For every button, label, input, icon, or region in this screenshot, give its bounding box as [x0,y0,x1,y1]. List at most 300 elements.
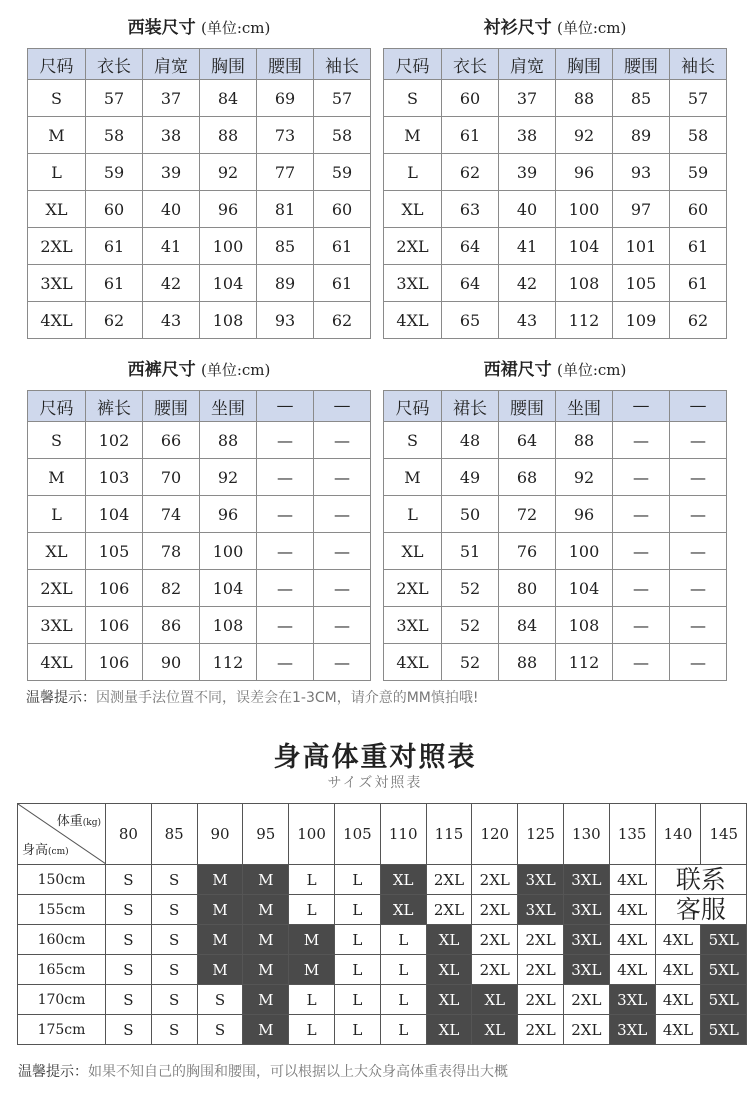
measurement-cell: 37 [499,80,556,117]
size-cell: 2XL [472,895,518,925]
size-label: 4XL [28,644,86,681]
size-cell: S [151,955,197,985]
weight-header: 115 [426,804,472,865]
measurement-cell: 51 [442,533,499,570]
size-label: 3XL [384,265,442,302]
size-cell: S [106,865,152,895]
measurement-cell: 86 [143,607,200,644]
corner-header [18,804,106,865]
measurement-tip [26,687,479,707]
measurement-cell: 104 [556,228,613,265]
size-cell: L [334,1015,380,1045]
column-header: 袖长 [314,49,371,80]
measurement-cell: 41 [143,228,200,265]
measurement-cell: 61 [86,265,143,302]
table-row [384,644,727,681]
table-row [18,895,747,925]
height-label: 165cm [18,955,106,985]
table-row [384,459,727,496]
size-label: XL [384,191,442,228]
size-cell: 3XL [563,895,609,925]
measurement-cell: — [257,533,314,570]
table-row [18,925,747,955]
weight-header: 80 [106,804,152,865]
size-label: L [384,496,442,533]
measurement-cell: 100 [556,191,613,228]
measurement-cell: 61 [86,228,143,265]
measurement-cell: 64 [442,265,499,302]
table-row [384,228,727,265]
measurement-cell: 108 [556,607,613,644]
size-cell: 2XL [518,955,564,985]
size-cell: 4XL [655,955,701,985]
measurement-cell: 39 [143,154,200,191]
measurement-cell: 82 [143,570,200,607]
height-weight-tip [18,1061,508,1081]
size-cell: L [289,895,335,925]
measurement-cell: 108 [200,302,257,339]
measurement-cell: 88 [200,117,257,154]
measurement-cell: 57 [86,80,143,117]
trousers-size-block [27,358,371,681]
size-cell: S [151,985,197,1015]
size-cell: 5XL [701,1015,747,1045]
measurement-cell: 88 [499,644,556,681]
measurement-cell: — [613,644,670,681]
measurement-cell: 59 [314,154,371,191]
measurement-cell: — [314,533,371,570]
measurement-cell: 57 [314,80,371,117]
measurement-cell: 81 [257,191,314,228]
suit-size-title: 西装尺寸 (单位:cm) [127,18,271,38]
measurement-cell: 84 [499,607,556,644]
size-label: 2XL [384,570,442,607]
size-cell: 5XL [701,925,747,955]
measurement-cell: — [613,496,670,533]
size-label: L [28,154,86,191]
table-row [384,570,727,607]
size-cell: M [243,895,289,925]
size-label: XL [28,533,86,570]
size-cell: 4XL [655,925,701,955]
table-row [384,117,727,154]
measurement-cell: 96 [200,191,257,228]
size-cell: 2XL [563,985,609,1015]
measurement-cell: 92 [556,459,613,496]
measurement-cell: 78 [143,533,200,570]
measurement-cell: — [670,533,727,570]
measurement-cell: 92 [556,117,613,154]
table-row [384,154,727,191]
weight-header: 90 [197,804,243,865]
size-label: 2XL [28,228,86,265]
shirt-size-title: 衬衫尺寸 (单位:cm) [483,18,627,38]
measurement-cell: 40 [499,191,556,228]
measurement-cell: 58 [670,117,727,154]
size-cell: XL [380,865,426,895]
measurement-cell: 66 [143,422,200,459]
measurement-cell: — [314,496,371,533]
size-cell: 4XL [609,955,655,985]
table-row [384,191,727,228]
measurement-cell: — [613,570,670,607]
size-cell: 3XL [563,955,609,985]
measurement-cell: 108 [556,265,613,302]
size-cell: 3XL [609,1015,655,1045]
size-cell: 4XL [609,895,655,925]
column-header: — [257,391,314,422]
height-label: 160cm [18,925,106,955]
weight-axis-label: 体重(kg) [56,814,101,829]
size-label: S [28,422,86,459]
measurement-cell: 65 [442,302,499,339]
size-cell: 3XL [563,865,609,895]
column-header: 腰围 [613,49,670,80]
header-row [384,391,727,422]
size-cell: M [197,865,243,895]
measurement-cell: — [613,422,670,459]
weight-header: 95 [243,804,289,865]
tip-text: 如果不知自己的胸围和腰围，可以根据以上大众身高体重表得出大概 [88,1064,508,1080]
measurement-cell: 42 [499,265,556,302]
measurement-cell: 57 [670,80,727,117]
measurement-cell: 100 [200,228,257,265]
measurement-cell: 93 [613,154,670,191]
measurement-cell: 40 [143,191,200,228]
column-header: 坐围 [556,391,613,422]
column-header: 肩宽 [143,49,200,80]
header-row [18,804,747,865]
size-cell: L [334,985,380,1015]
column-header: — [670,391,727,422]
size-cell: S [106,985,152,1015]
size-cell: S [106,1015,152,1045]
weight-header: 100 [289,804,335,865]
table-row [28,265,371,302]
size-label: 4XL [28,302,86,339]
measurement-cell: 70 [143,459,200,496]
size-cell: 2XL [472,865,518,895]
measurement-cell: 62 [670,302,727,339]
size-cell: XL [472,1015,518,1045]
size-cell: XL [426,925,472,955]
measurement-cell: 88 [556,80,613,117]
size-cell: 3XL [563,925,609,955]
measurement-cell: 50 [442,496,499,533]
measurement-cell: 112 [556,644,613,681]
measurement-cell: 41 [499,228,556,265]
measurement-cell: 84 [200,80,257,117]
measurement-cell: 100 [556,533,613,570]
measurement-cell: — [670,422,727,459]
measurement-cell: — [257,607,314,644]
measurement-cell: 104 [556,570,613,607]
table-row [18,1015,747,1045]
size-label: M [28,117,86,154]
table-row [28,302,371,339]
size-cell: 4XL [609,925,655,955]
measurement-cell: — [613,459,670,496]
suit-size-table [27,48,371,339]
measurement-cell: 76 [499,533,556,570]
height-weight-table [17,803,747,1045]
table-row [384,80,727,117]
weight-header: 105 [334,804,380,865]
size-cell: 2XL [426,865,472,895]
measurement-cell: — [670,644,727,681]
size-label: S [384,422,442,459]
measurement-cell: 39 [499,154,556,191]
measurement-cell: 60 [86,191,143,228]
height-label: 175cm [18,1015,106,1045]
size-cell: 3XL [609,985,655,1015]
header-row [384,49,727,80]
trousers-size-title: 西裤尺寸 (单位:cm) [127,360,271,380]
column-header: 坐围 [200,391,257,422]
weight-header: 140 [655,804,701,865]
size-cell: L [334,955,380,985]
measurement-cell: 90 [143,644,200,681]
measurement-cell: 61 [670,228,727,265]
size-cell: 2XL [518,1015,564,1045]
table-row [28,533,371,570]
table-row [18,865,747,895]
measurement-cell: — [314,607,371,644]
measurement-cell: 62 [86,302,143,339]
contact-service-cell: 联系 [655,865,747,895]
size-cell: M [243,925,289,955]
measurement-cell: 63 [442,191,499,228]
skirt-size-table [383,390,727,681]
size-cell: S [106,925,152,955]
measurement-cell: — [314,422,371,459]
contact-service-cell: 客服 [655,895,747,925]
size-cell: L [380,925,426,955]
measurement-cell: 108 [200,607,257,644]
measurement-cell: 96 [200,496,257,533]
weight-header: 110 [380,804,426,865]
measurement-cell: 52 [442,607,499,644]
size-cell: XL [426,955,472,985]
column-header: 裙长 [442,391,499,422]
size-cell: M [197,925,243,955]
shirt-size-block [383,16,727,339]
table-row [384,265,727,302]
measurement-cell: 96 [556,496,613,533]
measurement-cell: 112 [556,302,613,339]
size-label: XL [384,533,442,570]
height-label: 155cm [18,895,106,925]
measurement-cell: — [613,533,670,570]
tip-label: 温馨提示： [18,1064,88,1080]
size-cell: M [243,955,289,985]
table-row [384,422,727,459]
size-cell: L [289,1015,335,1045]
column-header: — [314,391,371,422]
weight-header: 125 [518,804,564,865]
size-cell: M [289,925,335,955]
size-cell: 5XL [701,955,747,985]
measurement-cell: 97 [613,191,670,228]
measurement-cell: 38 [499,117,556,154]
column-header: 尺码 [384,391,442,422]
measurement-cell: 61 [670,265,727,302]
size-cell: XL [426,985,472,1015]
measurement-cell: 102 [86,422,143,459]
measurement-cell: — [670,607,727,644]
size-label: M [28,459,86,496]
size-cell: M [243,1015,289,1045]
measurement-cell: 52 [442,570,499,607]
size-cell: S [151,895,197,925]
table-row [28,459,371,496]
measurement-cell: 72 [499,496,556,533]
table-row [28,228,371,265]
size-cell: 2XL [563,1015,609,1045]
size-label: L [384,154,442,191]
measurement-cell: 105 [613,265,670,302]
header-row [28,391,371,422]
table-row [28,607,371,644]
measurement-cell: 104 [86,496,143,533]
measurement-cell: — [613,607,670,644]
column-header: 胸围 [556,49,613,80]
column-header: 胸围 [200,49,257,80]
trousers-size-table [27,390,371,681]
size-cell: 4XL [655,1015,701,1045]
measurement-cell: 88 [556,422,613,459]
weight-header: 145 [701,804,747,865]
measurement-cell: 59 [86,154,143,191]
measurement-cell: 85 [257,228,314,265]
measurement-cell: — [257,496,314,533]
measurement-cell: 89 [257,265,314,302]
size-cell: 2XL [518,985,564,1015]
measurement-cell: 106 [86,607,143,644]
size-cell: L [334,895,380,925]
size-cell: S [151,925,197,955]
measurement-cell: 62 [314,302,371,339]
column-header: 裤长 [86,391,143,422]
measurement-cell: 112 [200,644,257,681]
header-row [28,49,371,80]
measurement-cell: 89 [613,117,670,154]
measurement-cell: 80 [499,570,556,607]
table-row [28,154,371,191]
size-label: 3XL [384,607,442,644]
measurement-cell: 58 [314,117,371,154]
table-row [384,533,727,570]
measurement-cell: 103 [86,459,143,496]
size-cell: L [334,925,380,955]
measurement-cell: 106 [86,644,143,681]
tip-text: 因测量手法位置不同，误差会在1-3CM，请介意的MM慎拍哦! [96,690,479,706]
measurement-cell: 61 [442,117,499,154]
measurement-cell: 101 [613,228,670,265]
measurement-cell: 61 [314,228,371,265]
measurement-cell: 42 [143,265,200,302]
size-cell: L [380,1015,426,1045]
height-weight-subtitle: サイズ対照表 [327,775,423,791]
weight-header: 120 [472,804,518,865]
height-label: 150cm [18,865,106,895]
measurement-cell: 88 [200,422,257,459]
size-cell: M [197,895,243,925]
table-row [28,80,371,117]
column-header: 袖长 [670,49,727,80]
table-row [28,570,371,607]
measurement-cell: — [257,422,314,459]
size-label: 4XL [384,644,442,681]
measurement-cell: 68 [499,459,556,496]
column-header: 腰围 [143,391,200,422]
column-header: 尺码 [384,49,442,80]
column-header: 肩宽 [499,49,556,80]
size-label: 3XL [28,265,86,302]
measurement-cell: — [257,459,314,496]
table-row [384,607,727,644]
measurement-cell: 100 [200,533,257,570]
measurement-cell: 58 [86,117,143,154]
size-label: 3XL [28,607,86,644]
size-cell: S [151,1015,197,1045]
size-cell: M [289,955,335,985]
skirt-size-block [383,358,727,681]
measurement-cell: 106 [86,570,143,607]
measurement-cell: — [314,570,371,607]
table-row [384,302,727,339]
column-header: 尺码 [28,391,86,422]
size-cell: S [106,955,152,985]
size-label: L [28,496,86,533]
size-label: M [384,117,442,154]
measurement-cell: — [314,459,371,496]
measurement-cell: 60 [314,191,371,228]
measurement-cell: 43 [499,302,556,339]
size-cell: 3XL [518,895,564,925]
size-cell: S [106,895,152,925]
size-cell: XL [380,895,426,925]
table-row [28,496,371,533]
tip-label: 温馨提示： [26,690,96,706]
measurement-cell: — [670,459,727,496]
weight-header: 135 [609,804,655,865]
size-cell: L [289,985,335,1015]
measurement-cell: 85 [613,80,670,117]
shirt-size-table [383,48,727,339]
skirt-size-title: 西裙尺寸 (单位:cm) [483,360,627,380]
size-label: 2XL [28,570,86,607]
size-cell: L [334,865,380,895]
measurement-cell: 92 [200,154,257,191]
measurement-cell: 64 [442,228,499,265]
table-row [384,496,727,533]
column-header: 腰围 [499,391,556,422]
measurement-cell: 105 [86,533,143,570]
table-row [18,985,747,1015]
size-cell: M [243,985,289,1015]
measurement-cell: 48 [442,422,499,459]
measurement-cell: 52 [442,644,499,681]
size-cell: XL [472,985,518,1015]
size-label: S [28,80,86,117]
measurement-cell: — [670,570,727,607]
measurement-cell: 96 [556,154,613,191]
size-cell: 4XL [655,985,701,1015]
measurement-cell: — [314,644,371,681]
column-header: 衣长 [442,49,499,80]
table-row [18,955,747,985]
